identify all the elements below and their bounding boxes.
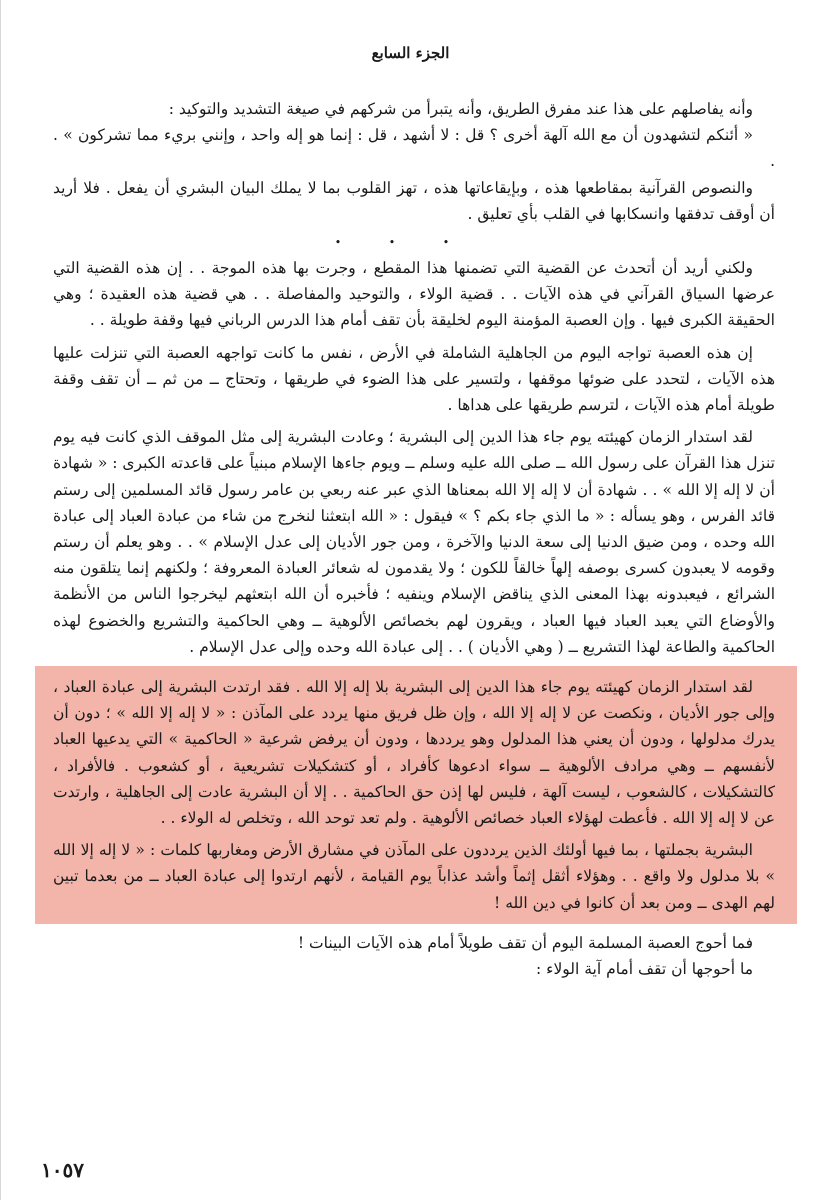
paragraph-8: البشرية بجملتها ، بما فيها أولئك الذين يرددون على المآذن في مشارق الأرض ومغاربها كلمات : « لا إله إلا الله » بلا مدلول ولا واقع . . وهؤلاء أثقل إثماً وأشد عذاباً يوم القيامة ، لأنهم ارتدوا إلى عبادة العباد ــ من بعدما تبين لهم الهدى ــ ومن بعد أن كانوا في دين الله ! (53, 841, 775, 912)
paragraph-5: إن هذه العصبة تواجه اليوم من الجاهلية الشاملة في الأرض ، نفس ما كانت تواجهه العصبة التي تنزلت عليها هذه الآيات ، لتحدد على ضوئها موقفها ، ولتسير على هذا الضوء في طريقها ، وتحتاج ــ من ثم ــ أن تقف وقفة طويلة أمام هذه الآيات ، لترسم طريقها على هداها . (53, 343, 775, 415)
quote-verse: « أئنكم لتشهدون أن مع الله آلهة أخرى ؟ قل : لا أشهد ، قل : إنما هو إله واحد ، وإنني بريء مما تشركون » . . (53, 126, 775, 171)
highlighted-passage (35, 666, 797, 924)
paragraph-10: ما أحوجها أن تقف أمام آية الولاء : (536, 960, 753, 979)
section-separator: • • • (334, 236, 472, 250)
paragraph-4: ولكني أريد أن أتحدث عن القضية التي تضمنها هذا المقطع ، وجرت بها هذه الموجة . . إن هذه القضية التي عرضها السياق القرآني في هذه الآيات . . قضية الولاء ، والتوحيد والمفاصلة . . هي قضية هذه العقيدة ؛ وهي الحقيقة الكبرى فيها . وإن العصبة المؤمنة اليوم لخليقة بأن تقف أمام هذا الدرس الرباني فيها وقفة طويلة . . (53, 259, 775, 330)
paragraph-1: وأنه يفاصلهم على هذا عند مفرق الطريق، وأنه يتبرأ من شركهم في صيغة التشديد والتوكيد : (168, 100, 753, 118)
paragraph-9: فما أحوج العصبة المسلمة اليوم أن تقف طويلاً أمام هذه الآيات البينات ! (297, 933, 753, 952)
paragraph-6: لقد استدار الزمان كهيئته يوم جاء هذا الدين إلى البشرية ؛ وعادت البشرية إلى مثل الموقف الذي كانت فيه يوم تنزل هذا القرآن على رسول الله ــ صلى الله عليه وسلم ــ ويوم جاءها الإسلام مبنياً على قاعدته الكبرى : « شهادة أن لا إله إلا الله » . . شهادة أن لا إله إلا الله بمعناها الذي عبر عنه ربعي بن عامر رسول قائد المسلمين إلى رستم قائد الفرس ، وهو يسأله : « ما الذي جاء بكم ؟ » فيقول : « الله ابتعثنا لنخرج من شاء من عبادة العباد إلى عبادة الله وحده ، ومن ضيق الدنيا إلى سعة الدنيا والآخرة ، ومن جور الأديان إلى عدل الإسلام » . . وهو يعلم أن رستم وقومه لا يعبدون كسرى بوصفه إلهاً خالقاً للكون ؛ ولا يقدمون له شعائر العبادة المعروفة ؛ ولكنهم إنما يتلقون منه الشرائع ، فيعبدونه بهذا المعنى الذي يناقض الإسلام وينفيه ؛ فأخبره أن الله ابتعثهم ليخرجوا الناس من الأنظمة والأوضاع التي يعبد العباد فيها العباد ، ويقرون لهم بخصائص الألوهية ــ وهي الحاكمية والتشريع والخضوع لهذه الحاكمية والطاعة لهذا التشريع ــ ( وهي الأديان ) . . إلى عبادة الله وحده وإلى عدل الإسلام . (53, 428, 775, 656)
page-body (53, 96, 775, 982)
paragraph-3: والنصوص القرآنية بمقاطعها هذه ، وبإيقاعاتها هذه ، تهز القلوب بما لا يملك البيان البشري أن يفعل . فلا أريد أن أوقف تدفقها وانسكابها في القلب بأي تعليق . (53, 178, 775, 223)
paragraph-7: لقد استدار الزمان كهيئته يوم جاء هذا الدين إلى البشرية بلا إله إلا الله . فقد ارتدت البشرية إلى عبادة العباد ، وإلى جور الأديان ، ونكصت عن لا إله إلا الله ، وإن ظل فريق منها يردد على المآذن : « لا إله إلا الله » ؛ دون أن يدرك مدلولها ، ودون أن يعني هذا المدلول وهو يرددها ، ودون أن يرفض شرعية « الحاكمية » التي يدعيها العباد لأنفسهم ــ وهي مرادف الألوهية ــ سواء ادعوها كأفراد ، أو كتشكيلات تشريعية ، أو كشعوب . فالأفراد ، كالتشكيلات ، كالشعوب ، ليست آلهة ، فليس لها إذن حق الحاكمية . . إلا أن البشرية عادت إلى الجاهلية ، وارتدت عن لا إله إلا الله . فأعطت لهؤلاء العباد خصائص الألوهية . ولم تعد توحد الله ، وتخلص له الولاء . . (53, 678, 775, 828)
page-number: ١٠٥٧ (41, 1158, 84, 1182)
page-header: الجزء السابع (371, 44, 450, 62)
